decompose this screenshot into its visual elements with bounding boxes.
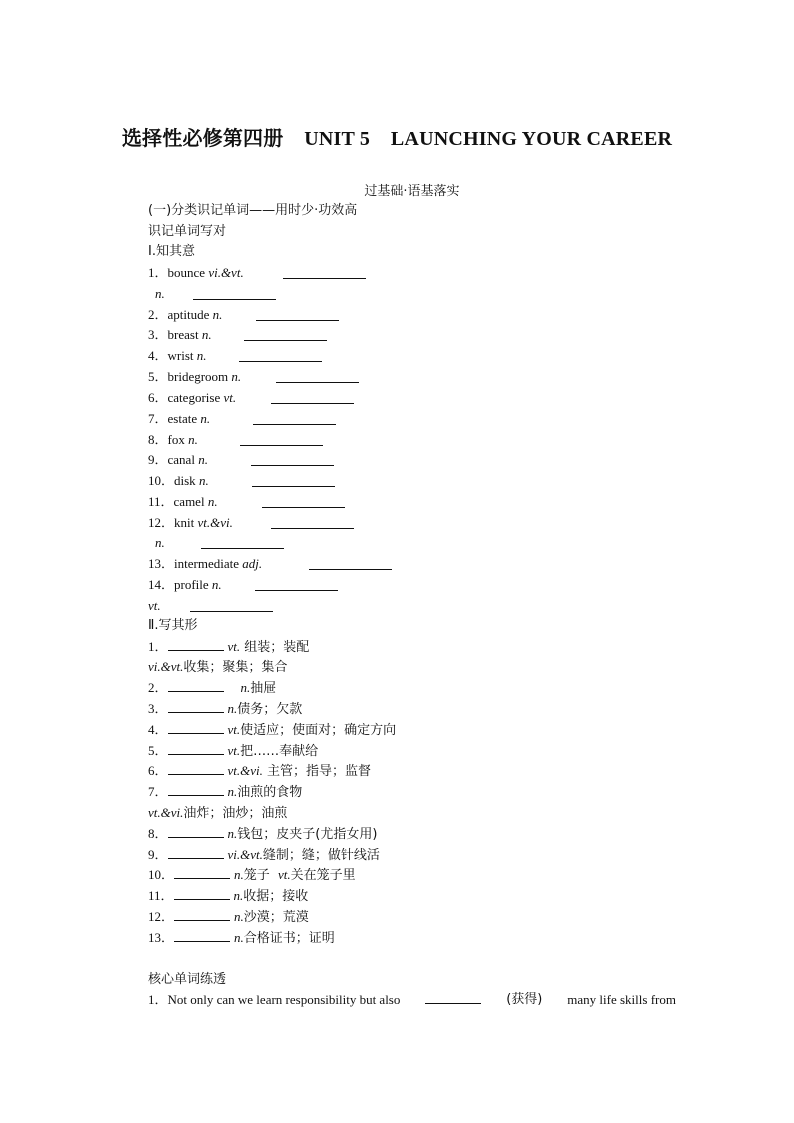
answer-blank[interactable] <box>271 517 354 529</box>
item-pos: n. <box>155 535 165 550</box>
answer-blank[interactable] <box>168 743 224 755</box>
spelling-item <box>148 784 302 801</box>
item-pos: vt. <box>278 867 291 882</box>
item-pos: n. <box>227 784 238 799</box>
answer-blank[interactable] <box>240 434 323 446</box>
item-pos: vt. <box>227 722 241 737</box>
question-text-post: many life skills from <box>567 992 676 1007</box>
item-meaning: 关在笼子里 <box>290 868 356 883</box>
vocab-item <box>155 535 165 551</box>
item-pos: n. <box>227 826 238 841</box>
item-pos: adj. <box>242 556 263 571</box>
item-meaning: 笼子 <box>243 868 279 883</box>
part1-label: Ⅰ.知其意 <box>148 244 195 259</box>
answer-blank[interactable] <box>309 558 392 570</box>
item-number: 13． <box>148 930 175 945</box>
item-number: 7． <box>148 411 168 426</box>
item-meaning: 缝制；缝；做针线活 <box>262 848 380 863</box>
item-meaning: 组装；装配 <box>240 640 310 655</box>
item-number: 14． <box>148 577 175 592</box>
answer-blank[interactable] <box>262 496 345 508</box>
spelling-item <box>148 763 371 780</box>
item-meaning: 主管；指导；监督 <box>262 764 372 779</box>
item-meaning: 抽屉 <box>250 681 277 696</box>
item-pos: vt.&vi. <box>197 515 233 530</box>
item-pos: n. <box>234 930 244 945</box>
item-word: estate <box>167 411 201 426</box>
question-text-pre: 1．Not only can we learn responsibility but also <box>148 992 401 1007</box>
item-meaning: 把……奉献给 <box>240 744 319 759</box>
item-number: 4． <box>148 348 168 363</box>
answer-blank[interactable] <box>168 847 224 859</box>
answer-blank[interactable] <box>174 909 230 921</box>
spelling-item <box>148 888 308 905</box>
item-number: 11． <box>148 888 174 903</box>
answer-blank[interactable] <box>174 888 230 900</box>
item-pos: n. <box>198 473 209 488</box>
item-pos: n. <box>234 909 244 924</box>
vocab-item <box>155 286 165 302</box>
spelling-item <box>148 701 302 718</box>
answer-blank[interactable] <box>276 371 359 383</box>
item-number: 9． <box>148 847 168 862</box>
vocab-item <box>148 307 222 323</box>
item-pos: vi.&vt. <box>208 265 244 280</box>
item-number: 10． <box>148 867 175 882</box>
part2-label: Ⅱ.写其形 <box>148 618 198 633</box>
vocab-item <box>148 494 218 510</box>
item-pos: vi.&vt. <box>227 847 263 862</box>
item-pos: n. <box>227 701 238 716</box>
spelling-item <box>148 805 287 822</box>
spelling-item <box>148 930 335 947</box>
item-pos: n. <box>155 286 165 301</box>
core-heading: 核心单词练透 <box>148 972 227 987</box>
item-number: 5． <box>148 369 168 384</box>
question-hint: (获得) <box>506 992 543 1007</box>
item-number: 11． <box>148 494 174 509</box>
answer-blank[interactable] <box>174 930 230 942</box>
item-number: 6． <box>148 390 168 405</box>
item-word: profile <box>174 577 212 592</box>
answer-blank[interactable] <box>425 992 481 1004</box>
spelling-item <box>148 826 377 843</box>
item-number: 8． <box>148 826 168 841</box>
spelling-item <box>148 743 318 760</box>
vocab-item <box>148 556 262 572</box>
answer-blank[interactable] <box>168 701 224 713</box>
item-pos: vt.&vi. <box>148 805 184 820</box>
item-pos: vt. <box>227 639 241 654</box>
spelling-item <box>148 639 309 656</box>
vocab-item <box>148 432 198 448</box>
item-meaning: 债务；欠款 <box>237 702 303 717</box>
item-number: 9． <box>148 452 168 467</box>
item-pos: n. <box>211 577 222 592</box>
item-pos: vt.&vi. <box>227 763 263 778</box>
spelling-item <box>148 847 380 864</box>
item-pos: vt. <box>148 598 161 613</box>
answer-blank[interactable] <box>168 826 224 838</box>
item-number: 5． <box>148 743 168 758</box>
item-word: wrist <box>167 348 197 363</box>
answer-blank[interactable] <box>168 763 224 775</box>
heading-memorize: 识记单词写对 <box>148 224 227 239</box>
item-meaning: 油煎的食物 <box>237 785 303 800</box>
answer-blank[interactable] <box>190 600 273 612</box>
core-question-1 <box>148 992 676 1008</box>
vocab-item <box>148 369 241 385</box>
answer-blank[interactable] <box>252 475 335 487</box>
item-word: bounce <box>167 265 209 280</box>
item-word: fox <box>167 432 189 447</box>
item-word: aptitude <box>167 307 213 322</box>
item-number: 13． <box>148 556 175 571</box>
item-pos: n. <box>212 307 223 322</box>
item-pos: n. <box>227 680 251 695</box>
answer-blank[interactable] <box>239 350 322 362</box>
item-number: 12． <box>148 909 175 924</box>
answer-blank[interactable] <box>251 454 334 466</box>
item-word: bridegroom <box>167 369 232 384</box>
page-title: 选择性必修第四册 UNIT 5 LAUNCHING YOUR CAREER <box>121 128 673 150</box>
item-meaning: 收集；聚集；集合 <box>183 660 288 675</box>
item-word: camel <box>173 494 208 509</box>
spelling-item <box>148 867 356 884</box>
vocab-item <box>148 348 207 364</box>
answer-blank[interactable] <box>193 288 276 300</box>
vocab-item <box>148 473 209 489</box>
item-meaning: 沙漠；荒漠 <box>243 910 309 925</box>
item-pos: n. <box>233 888 244 903</box>
item-meaning: 钱包；皮夹子(尤指女用) <box>237 827 378 842</box>
answer-blank[interactable] <box>174 867 230 879</box>
item-pos: vt. <box>227 743 241 758</box>
item-word: breast <box>167 327 202 342</box>
item-meaning: 收据；接收 <box>243 889 309 904</box>
item-number: 4． <box>148 722 168 737</box>
heading-category: (一)分类识记单词——用时少·功效高 <box>148 203 358 218</box>
vocab-item <box>148 390 236 406</box>
item-number: 6． <box>148 763 168 778</box>
vocab-item <box>148 452 208 468</box>
item-pos: n. <box>207 494 218 509</box>
item-pos: n. <box>198 452 208 467</box>
vocab-item <box>148 327 212 343</box>
answer-blank[interactable] <box>168 639 224 651</box>
item-word: categorise <box>167 390 224 405</box>
item-pos: n. <box>234 867 244 882</box>
item-meaning: 使适应；使面对；确定方向 <box>240 723 397 738</box>
item-pos: n. <box>201 327 212 342</box>
vocab-item <box>148 265 244 281</box>
item-pos: vt. <box>223 390 237 405</box>
item-word: canal <box>167 452 199 467</box>
item-number: 1． <box>148 639 168 654</box>
answer-blank[interactable] <box>168 722 224 734</box>
answer-blank[interactable] <box>201 537 284 549</box>
spelling-item <box>148 909 309 926</box>
section-subtitle: 过基础·语基落实 <box>364 184 460 199</box>
spelling-item <box>148 680 276 697</box>
item-word: disk <box>174 473 199 488</box>
item-pos: n. <box>200 411 211 426</box>
item-number: 10． <box>148 473 175 488</box>
item-number: 1． <box>148 265 168 280</box>
vocab-item <box>148 598 161 614</box>
vocab-item <box>148 411 210 427</box>
item-number: 2． <box>148 680 168 695</box>
answer-blank[interactable] <box>271 392 354 404</box>
vocab-item <box>148 577 222 593</box>
item-word: knit <box>174 515 198 530</box>
item-number: 8． <box>148 432 168 447</box>
item-number: 3． <box>148 701 168 716</box>
item-pos: vi.&vt. <box>148 659 184 674</box>
answer-blank[interactable] <box>283 267 366 279</box>
answer-blank[interactable] <box>168 680 224 692</box>
item-number: 3． <box>148 327 168 342</box>
item-word: intermediate <box>174 556 243 571</box>
spelling-item <box>148 722 396 739</box>
answer-blank[interactable] <box>253 413 336 425</box>
item-number: 12． <box>148 515 175 530</box>
item-pos: n. <box>196 348 207 363</box>
answer-blank[interactable] <box>244 329 327 341</box>
item-pos: n. <box>188 432 198 447</box>
item-number: 7． <box>148 784 168 799</box>
item-meaning: 合格证书；证明 <box>243 931 335 946</box>
spelling-item <box>148 659 287 676</box>
answer-blank[interactable] <box>256 309 339 321</box>
answer-blank[interactable] <box>255 579 338 591</box>
item-meaning: 油炸；油炒；油煎 <box>183 806 288 821</box>
item-number: 2． <box>148 307 168 322</box>
vocab-item <box>148 515 233 531</box>
item-pos: n. <box>231 369 242 384</box>
answer-blank[interactable] <box>168 784 224 796</box>
